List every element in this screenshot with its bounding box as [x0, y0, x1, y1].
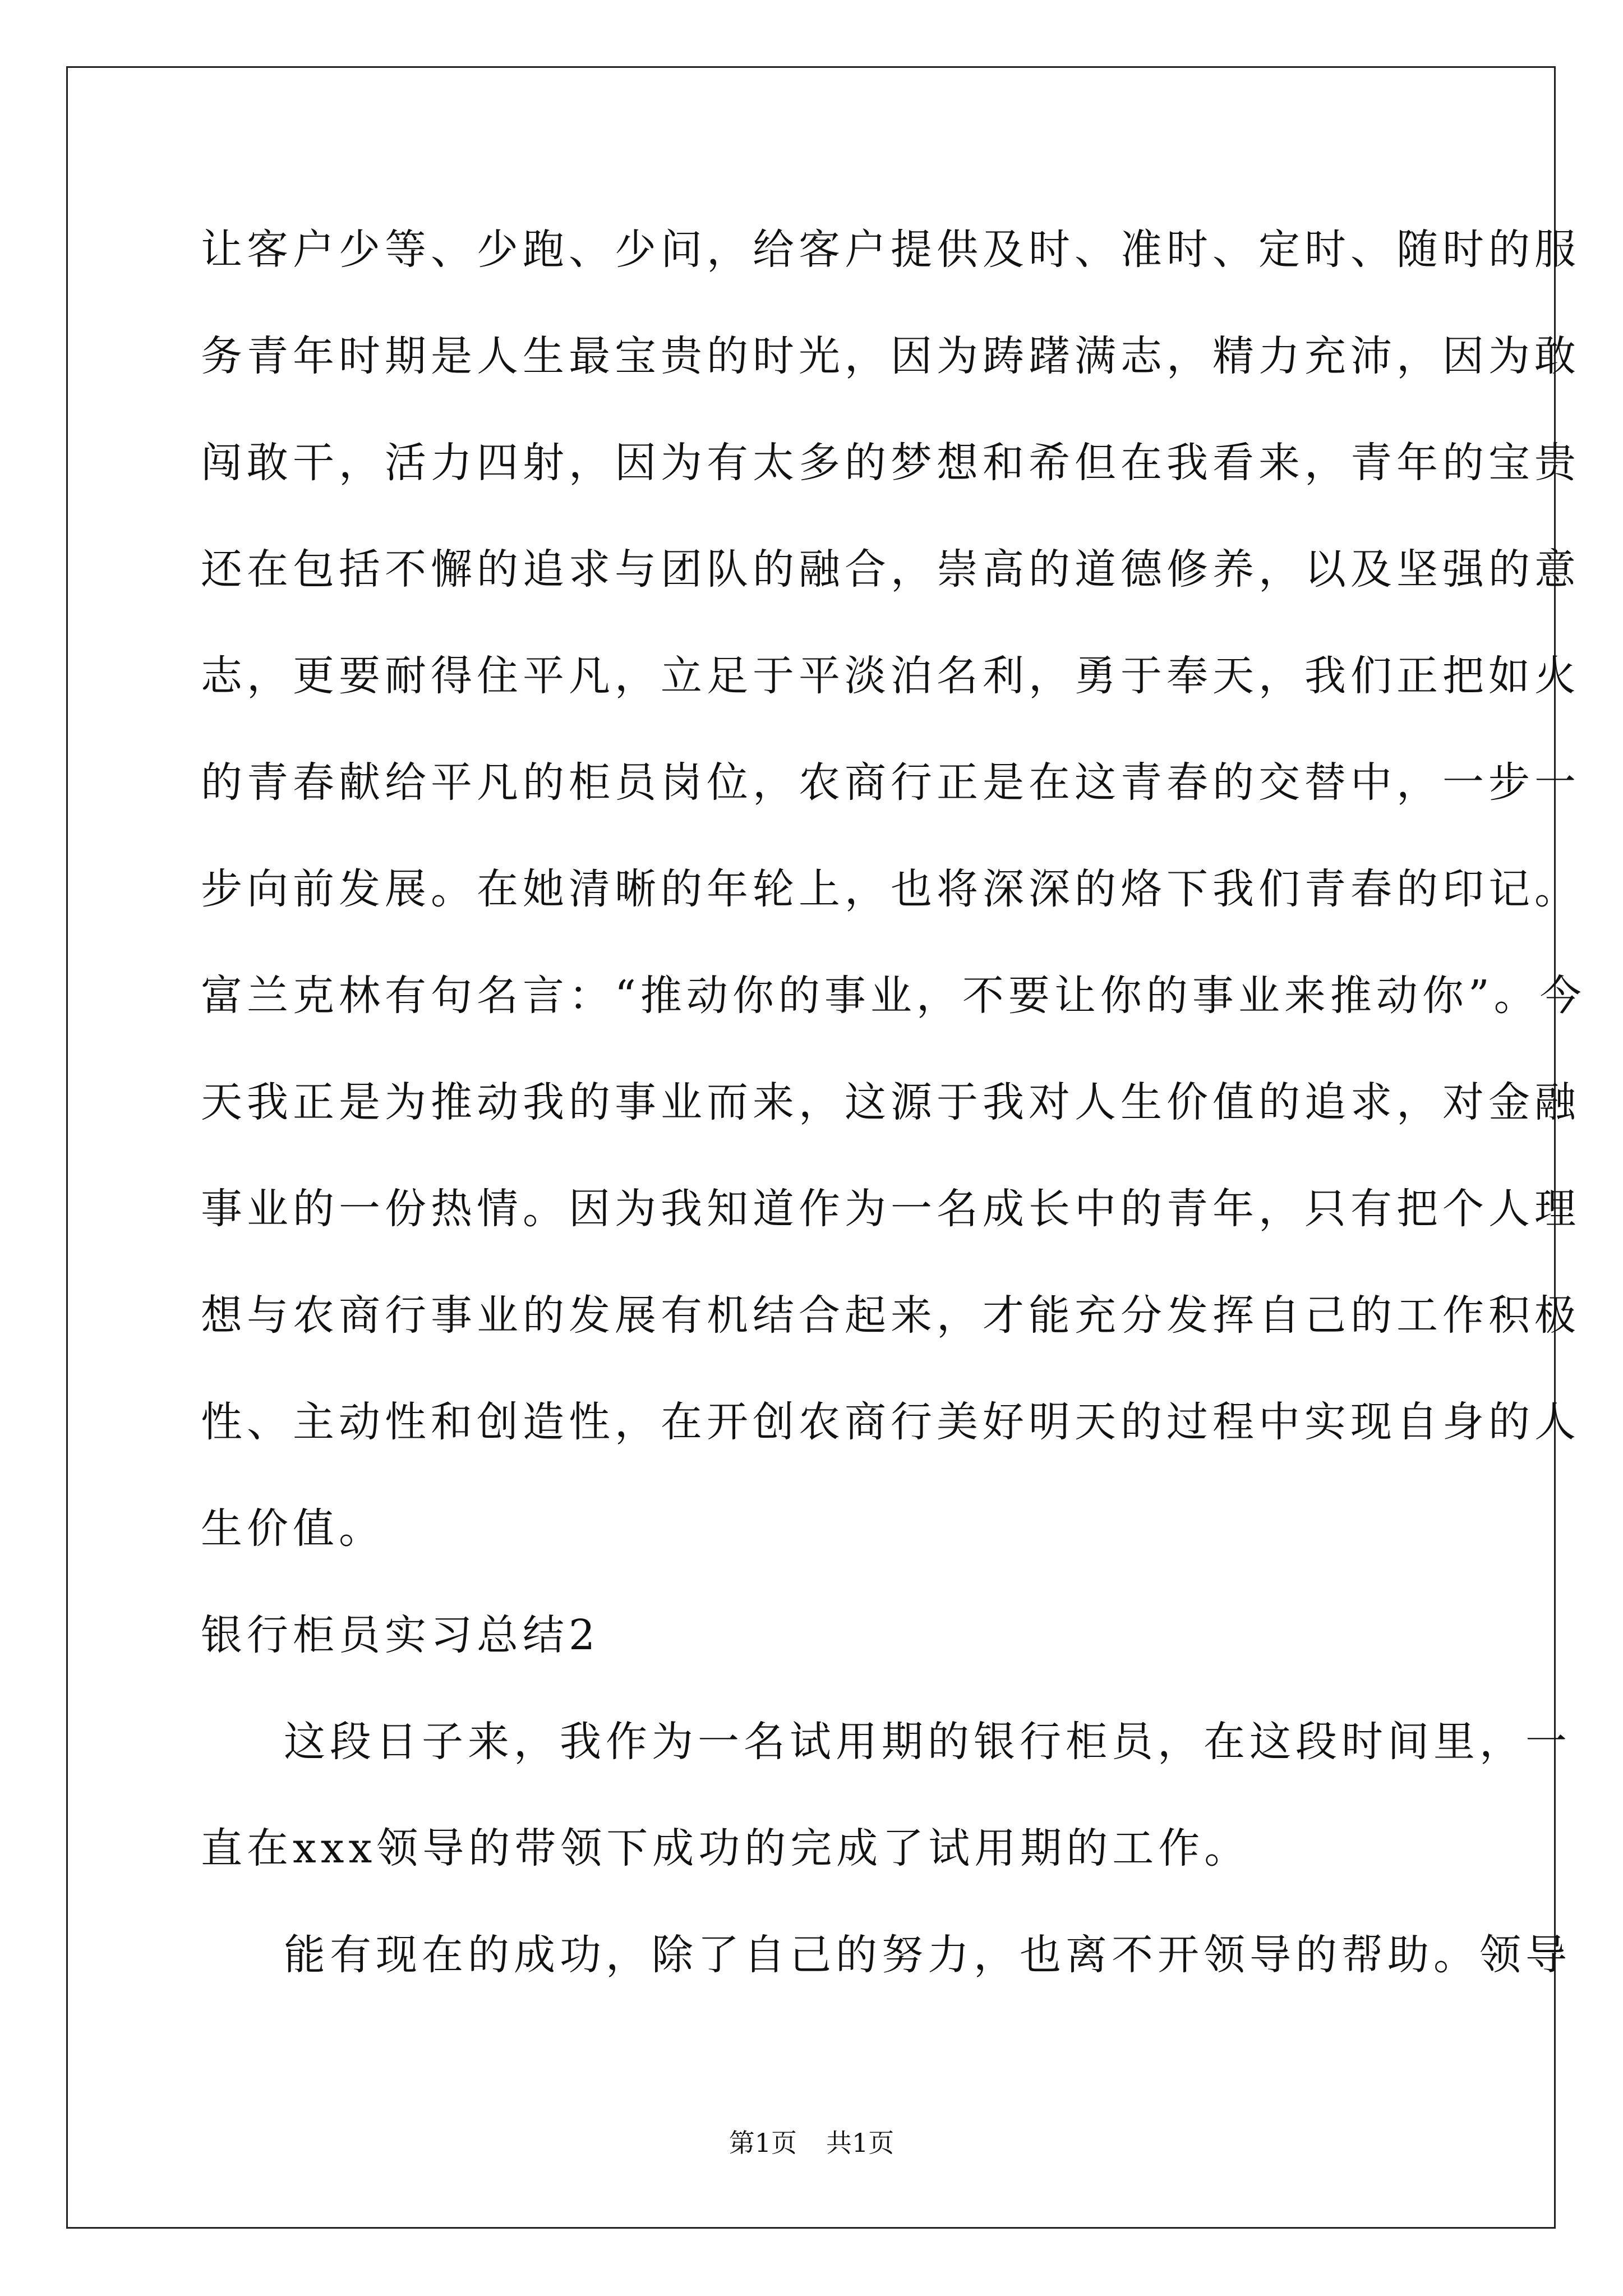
- body-line-5: 志，更要耐得住平凡，立足于平淡泊名利，勇于奉天，我们正把如火: [201, 652, 1580, 700]
- section-line-3: 能有现在的成功，除了自己的努力，也离不开领导的帮助。领导: [284, 1931, 1571, 1979]
- body-line-3: 闯敢干，活力四射，因为有太多的梦想和希但在我看来，青年的宝贵: [201, 439, 1580, 487]
- section-line-2: 直在xxx领导的带领下成功的完成了试用期的工作。: [201, 1824, 1251, 1872]
- body-line-12: 性、主动性和创造性，在开创农商行美好明天的过程中实现自身的人: [201, 1398, 1580, 1446]
- body-line-11: 想与农商行事业的发展有机结合起来，才能充分发挥自己的工作积极: [201, 1291, 1580, 1340]
- body-line-10: 事业的一份热情。因为我知道作为一名成长中的青年，只有把个人理: [201, 1185, 1580, 1233]
- body-line-9: 天我正是为推动我的事业而来，这源于我对人生价值的追求，对金融: [201, 1078, 1580, 1126]
- page-footer: [0, 2126, 1623, 2160]
- body-line-13: 生价值。: [201, 1504, 385, 1553]
- page-total: 共1页: [826, 2128, 895, 2158]
- page-number: 第1页: [728, 2128, 797, 2158]
- section-heading: 银行柜员实习总结2: [201, 1611, 600, 1659]
- section-line-1: 这段日子来，我作为一名试用期的银行柜员，在这段时间里，一: [284, 1718, 1571, 1766]
- document-body: [201, 216, 1586, 2028]
- body-line-1: 让客户少等、少跑、少问，给客户提供及时、准时、定时、随时的服: [201, 226, 1580, 274]
- body-line-8: 富兰克林有句名言：“推动你的事业，不要让你的事业来推动你”。今: [201, 972, 1586, 1020]
- body-line-6: 的青春献给平凡的柜员岗位，农商行正是在这青春的交替中，一步一: [201, 758, 1580, 807]
- body-line-4: 还在包括不懈的追求与团队的融合，崇高的道德修养，以及坚强的意: [201, 545, 1580, 593]
- body-line-7: 步向前发展。在她清晰的年轮上，也将深深的烙下我们青春的印记。: [201, 865, 1580, 913]
- body-line-2: 务青年时期是人生最宝贵的时光，因为踌躇满志，精力充沛，因为敢: [201, 332, 1580, 380]
